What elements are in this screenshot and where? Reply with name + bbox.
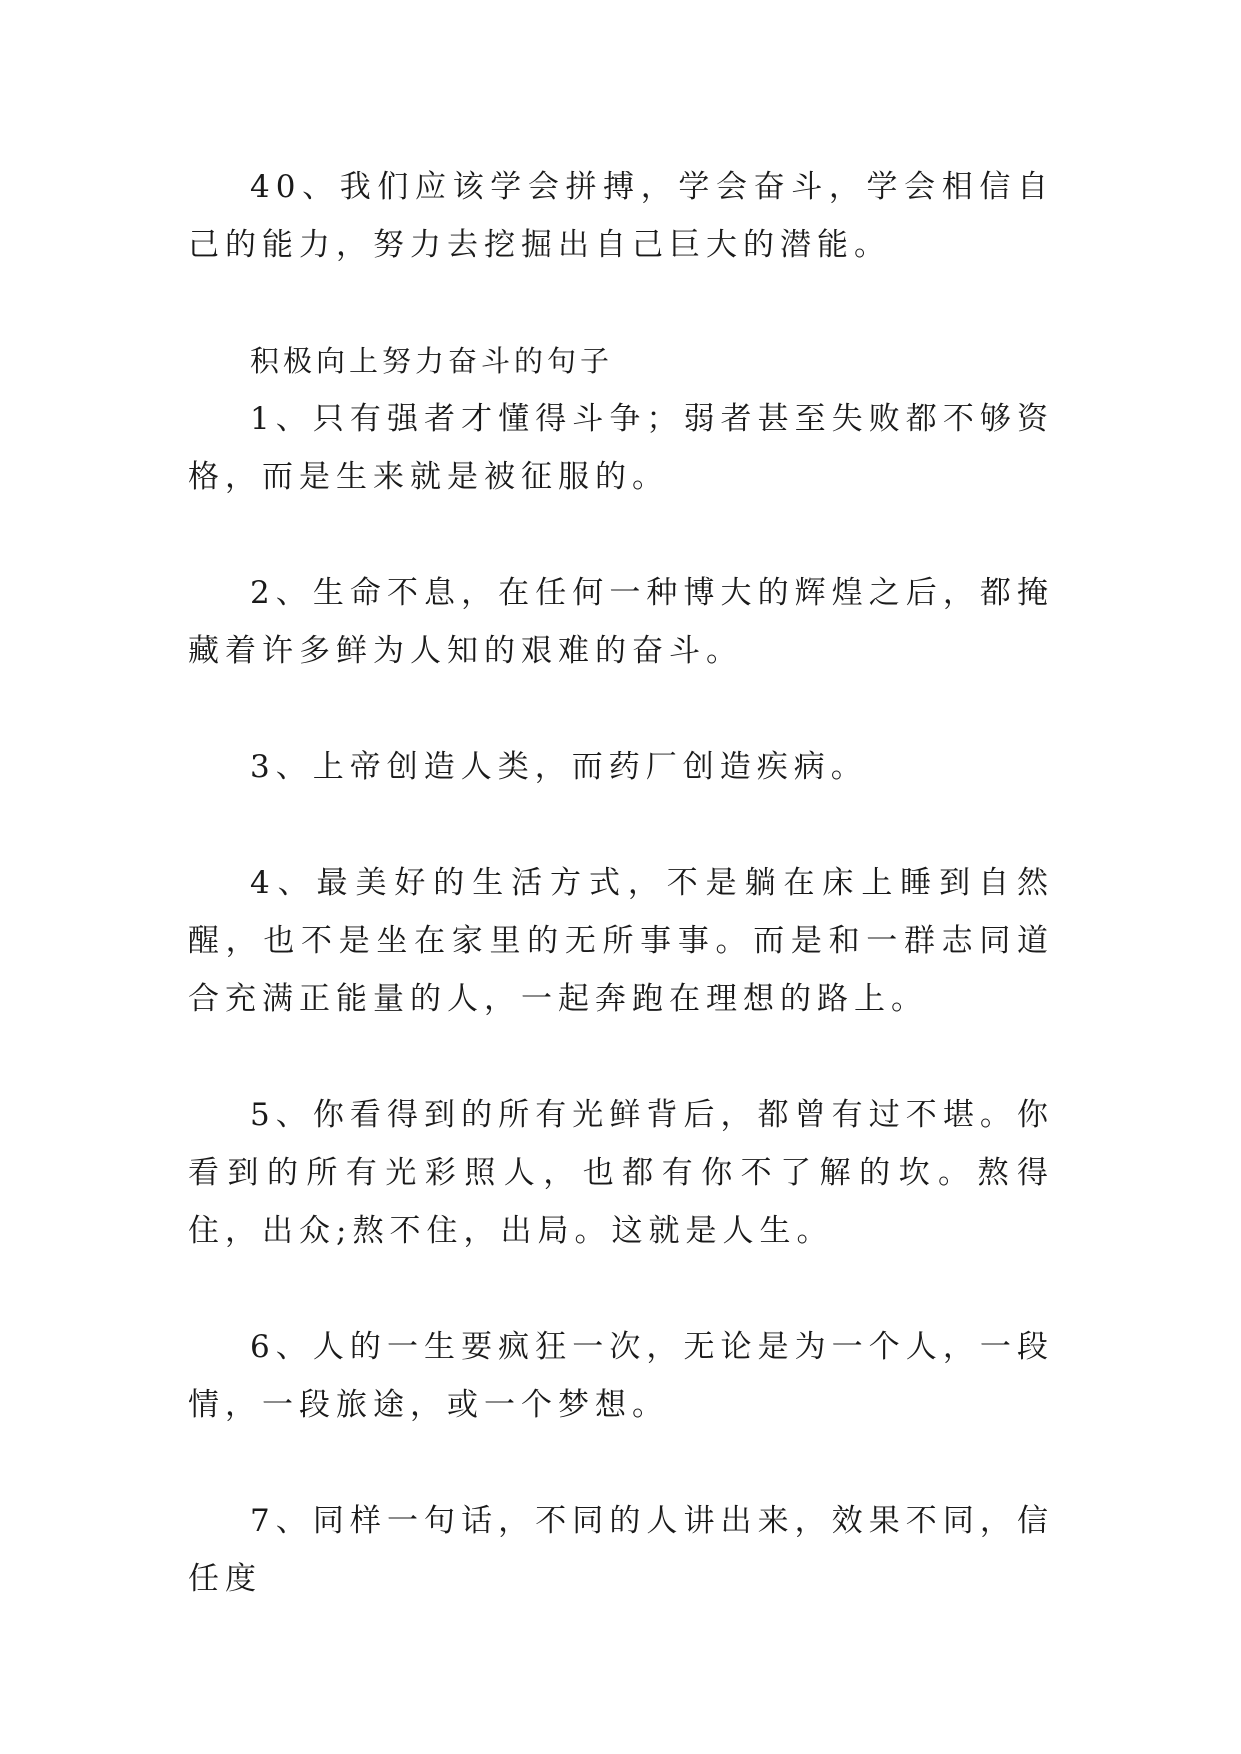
list-item-1: 1、只有强者才懂得斗争；弱者甚至失败都不够资格，而是生来就是被征服的。: [188, 401, 1054, 495]
list-item-3: 3、上帝创造人类，而药厂创造疾病。: [250, 749, 868, 785]
list-item-7: 7、同样一句话，不同的人讲出来，效果不同，信任度: [188, 1503, 1054, 1597]
list-item-5: 5、你看得到的所有光鲜背后，都曾有过不堪。你看到的所有光彩照人，也都有你不了解的坎。熬得住，出众;熬不住，出局。这就是人生。: [188, 1097, 1054, 1249]
list-item-2: 2、生命不息，在任何一种博大的辉煌之后，都掩藏着许多鲜为人知的艰难的奋斗。: [188, 575, 1054, 669]
paragraph-40: 40、我们应该学会拼搏，学会奋斗，学会相信自己的能力，努力去挖掘出自己巨大的潜能。: [188, 169, 1054, 263]
list-item-6: 6、人的一生要疯狂一次，无论是为一个人，一段情，一段旅途，或一个梦想。: [188, 1329, 1054, 1423]
document-body: [188, 158, 1054, 1608]
list-item-4: 4、最美好的生活方式，不是躺在床上睡到自然醒，也不是坐在家里的无所事事。而是和一群志同道合充满正能量的人，一起奔跑在理想的路上。: [188, 865, 1054, 1017]
section-heading: 积极向上努力奋斗的句子: [250, 344, 614, 378]
